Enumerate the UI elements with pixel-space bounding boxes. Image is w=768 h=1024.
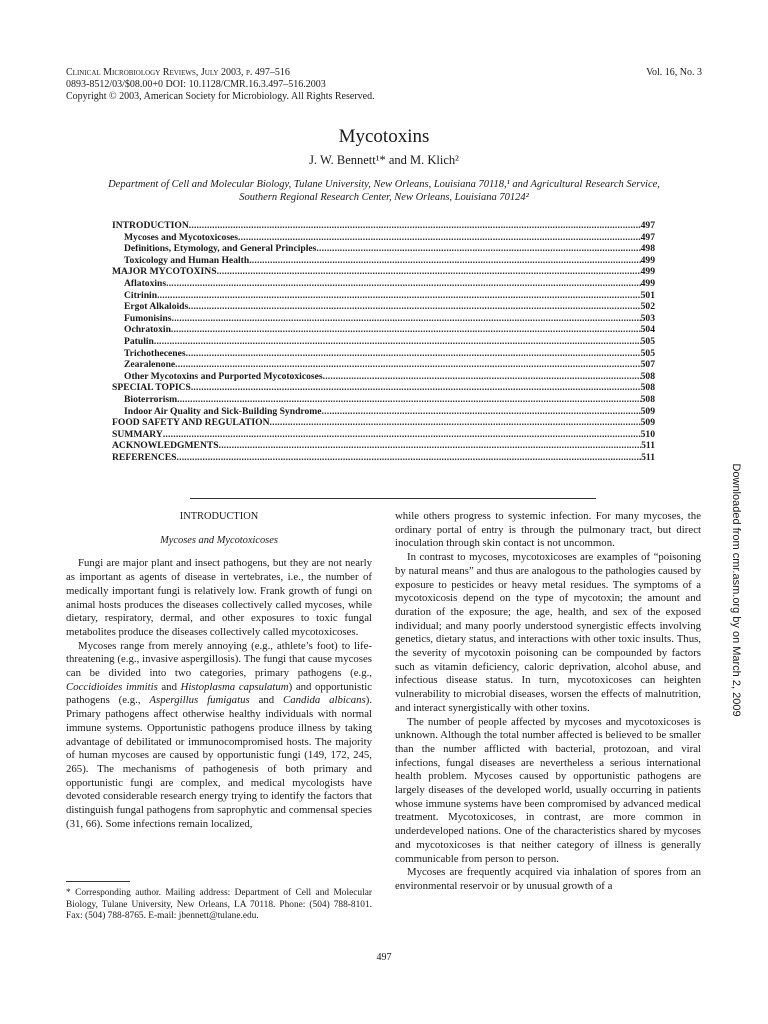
- toc-leader-dots: [186, 348, 641, 360]
- toc-entry-label: Citrinin: [124, 289, 158, 301]
- paragraph: Fungi are major plant and insect pathogens, but they are not nearly as important as agents of disease in vertebrates, i.e., the number of medically important fungi is relatively low. Frank growth of fungi on animal hosts produces the diseases collectively called mycoses, while dietary, respiratory, dermal, and other exposures to toxic fungal metabolites produce the diseases collectively called mycotoxicoses.: [66, 557, 372, 638]
- copyright-line: Copyright © 2003, American Society for Microbiology. All Rights Reserved.: [66, 91, 375, 102]
- toc-leader-dots: [238, 232, 641, 244]
- toc-entry-page: 508: [640, 382, 655, 394]
- toc-entry-label: Zearalenone: [124, 359, 176, 371]
- affiliation-line-2: Southern Regional Research Center, New Orleans, Louisiana 70124²: [239, 192, 529, 203]
- species-name: Histoplasma capsulatum: [180, 680, 289, 693]
- toc-entry-page: 505: [640, 335, 655, 347]
- toc-entry[interactable]: [112, 243, 655, 255]
- toc-entry[interactable]: [112, 348, 655, 360]
- section-heading-introduction: INTRODUCTION: [179, 511, 259, 522]
- toc-entry[interactable]: [112, 324, 655, 336]
- affiliation-line-1: Department of Cell and Molecular Biology, Tulane University, New Orleans, Louisiana 70118,¹ and Agricultural Research Service,: [108, 179, 660, 190]
- toc-entry-label: MAJOR MYCOTOXINS: [112, 266, 217, 278]
- toc-leader-dots: [270, 417, 641, 429]
- toc-entry-label: Ochratoxin: [124, 324, 171, 336]
- toc-leader-dots: [191, 382, 641, 394]
- toc-entry-page: 509: [640, 417, 655, 429]
- toc-entry-page: 510: [640, 428, 655, 440]
- footnote-rule: [66, 881, 130, 882]
- volume-issue: Vol. 16, No. 3: [646, 67, 702, 78]
- toc-entry-page: 511: [641, 440, 655, 452]
- toc-entry[interactable]: [112, 429, 655, 441]
- corresponding-author-footnote: * Corresponding author. Mailing address: Department of Cell and Molecular Biology, Tulane University, New Orleans, LA 70118. Phone: (504) 788-8101. Fax: (504) 788-8765. E-mail: jbennett@tulane.edu.: [66, 888, 372, 921]
- toc-entry-page: 509: [640, 405, 655, 417]
- running-header: [66, 67, 486, 103]
- paragraph: In contrast to mycoses, mycotoxicoses are examples of “poisoning by natural means” and thus are analogous to the pathologies caused by exposure to pesticides or heavy metal residues. The symptoms of a mycotoxicosis depend on the type of mycotoxin; the amount and duration of the exposure; the age, health, and sex of the exposed individual; and many poorly understood synergistic effects involving genetics, dietary status, and interactions with other toxic insults. Thus, the severity of mycotoxin poisoning can be compounded by factors such as vitamin deficiency, caloric deprivation, alcohol abuse, and infectious disease status. In turn, mycotoxicoses can heighten vulnerability to microbial diseases, worsen the effects of malnutrition, and interact synergistically with other toxins.: [395, 551, 701, 714]
- toc-leader-dots: [323, 371, 641, 383]
- toc-entry[interactable]: [112, 452, 655, 464]
- toc-leader-dots: [163, 429, 641, 441]
- toc-leader-dots: [316, 243, 640, 255]
- toc-leader-dots: [154, 336, 641, 348]
- body-column-right: [395, 510, 701, 894]
- toc-leader-dots: [322, 406, 641, 418]
- toc-entry-page: 511: [641, 451, 655, 463]
- table-of-contents: [112, 220, 655, 463]
- paragraph: while others progress to systemic infection. For many mycoses, the ordinary portal of entry is through the pulmonary tract, but direct inoculation through skin contact is not uncommon.: [395, 510, 701, 550]
- toc-entry-page: 508: [640, 370, 655, 382]
- toc-entry-page: 503: [640, 312, 655, 324]
- toc-entry-page: 499: [640, 254, 655, 266]
- toc-entry[interactable]: [112, 255, 655, 267]
- species-name: Coccidioides immitis: [66, 680, 158, 693]
- toc-entry[interactable]: [112, 278, 655, 290]
- toc-entry-page: 502: [640, 301, 655, 313]
- toc-leader-dots: [188, 301, 640, 313]
- toc-entry-page: 497: [640, 231, 655, 243]
- species-name: Candida albicans: [283, 694, 366, 707]
- toc-entry-page: 501: [640, 289, 655, 301]
- paragraph: Mycoses are frequently acquired via inhalation of spores from an environmental reservoir or by unusual growth of a: [395, 866, 701, 892]
- body-column-left: [66, 510, 372, 831]
- toc-entry[interactable]: [112, 313, 655, 325]
- toc-entry-label: SPECIAL TOPICS: [112, 382, 191, 394]
- toc-entry-label: Other Mycotoxins and Purported Mycotoxicoses: [124, 370, 323, 382]
- toc-entry-label: Fumonisins: [124, 312, 172, 324]
- toc-entry[interactable]: [112, 359, 655, 371]
- page-number: 497: [376, 952, 392, 963]
- toc-entry[interactable]: [112, 394, 655, 406]
- paragraph: The number of people affected by mycoses and mycotoxicoses is unknown. Although the total number affected is believed to be smaller than the number afflicted with bacterial, protozoan, and viral infections, fungal diseases are nevertheless a serious international health problem. Mycoses caused by opportunistic pathogens are largely diseases of the developed world, usually occurring in patients whose immune systems have been compromised by advanced medical treatment. Mycotoxicoses, in contrast, are more common in underdeveloped nations. One of the characteristics shared by mycoses and mycotoxicoses is that neither category of illness is generally communicable from person to person.: [395, 715, 701, 865]
- toc-entry-label: Trichothecenes: [124, 347, 186, 359]
- toc-entry[interactable]: [112, 220, 655, 232]
- toc-entry-label: Definitions, Etymology, and General Principles: [124, 243, 317, 255]
- toc-leader-dots: [157, 290, 641, 302]
- toc-entry[interactable]: [112, 371, 655, 383]
- affiliations: [60, 178, 708, 204]
- toc-entry-page: 499: [640, 277, 655, 289]
- toc-entry-label: SUMMARY: [112, 428, 163, 440]
- toc-entry-page: 507: [640, 359, 655, 371]
- toc-entry[interactable]: [112, 290, 655, 302]
- toc-entry[interactable]: [112, 417, 655, 429]
- toc-entry-page: 498: [640, 243, 655, 255]
- subsection-heading-mycoses: Mycoses and Mycotoxicoses: [160, 534, 278, 546]
- toc-entry-label: Indoor Air Quality and Sick-Building Syndrome: [124, 405, 322, 417]
- toc-leader-dots: [219, 440, 642, 452]
- toc-entry-label: ACKNOWLEDGMENTS: [112, 440, 219, 452]
- toc-entry-label: Mycoses and Mycotoxicoses: [124, 231, 239, 243]
- toc-entry-page: 505: [640, 347, 655, 359]
- toc-entry-page: 508: [640, 393, 655, 405]
- article-title: Mycotoxins: [338, 126, 430, 147]
- toc-leader-dots: [249, 255, 640, 267]
- toc-entry[interactable]: [112, 232, 655, 244]
- issn-doi-line: 0893-8512/03/$08.00+0 DOI: 10.1128/CMR.16.3.497–516.2003: [66, 79, 326, 90]
- toc-leader-dots: [171, 313, 640, 325]
- paragraph: Mycoses range from merely annoying (e.g., athlete’s foot) to life-threatening (e.g., invasive aspergillosis). The fungi that cause mycoses can be divided into two categories, primary pathogens (e.g., Coccidioides immitis and Histoplasma capsulatum) and opportunistic pathogens (e.g., Aspergillus fumigatus and Candida albicans). Primary pathogens affect otherwise healthy individuals with normal immune systems. Opportunistic pathogens produce illness by taking advantage of debilitated or immunocompromised hosts. The majority of human mycoses are caused by opportunistic fungi (149, 172, 245, 265). The mechanisms of pathogenesis of both primary and opportunistic fungi are complex, and medical mycologists have devoted considerable research energy trying to identify the factors that distinguish fungal pathogens from saprophytic and commensal species (31, 66). Some infections remain localized,: [66, 639, 373, 830]
- journal-citation: Clinical Microbiology Reviews, July 2003, p. 497–516: [66, 67, 290, 78]
- toc-entry[interactable]: [112, 406, 655, 418]
- toc-entry[interactable]: [112, 336, 655, 348]
- toc-leader-dots: [175, 359, 640, 371]
- toc-entry-label: REFERENCES: [112, 451, 177, 463]
- toc-leader-dots: [177, 452, 642, 464]
- toc-leader-dots: [177, 394, 641, 406]
- toc-leader-dots: [217, 266, 641, 278]
- toc-entry[interactable]: [112, 382, 655, 394]
- toc-leader-dots: [171, 324, 641, 336]
- toc-entry[interactable]: [112, 440, 655, 452]
- species-name: Aspergillus fumigatus: [149, 694, 250, 707]
- toc-entry[interactable]: [112, 266, 655, 278]
- toc-entry-label: Ergot Alkaloids: [124, 301, 189, 313]
- toc-entry-label: Toxicology and Human Health: [124, 254, 250, 266]
- toc-leader-dots: [189, 220, 641, 232]
- toc-entry-label: INTRODUCTION: [112, 220, 189, 231]
- toc-entry-label: Patulin: [124, 335, 154, 347]
- toc-entry[interactable]: [112, 301, 655, 313]
- download-watermark: Downloaded from cmr.asm.org by on March 2, 2009: [730, 463, 742, 717]
- toc-leader-dots: [166, 278, 641, 290]
- toc-entry-page: 504: [640, 324, 655, 336]
- section-divider: [190, 498, 596, 499]
- toc-entry-page: 497: [640, 220, 655, 231]
- toc-entry-label: Aflatoxins: [124, 277, 167, 289]
- toc-entry-label: Bioterrorism: [124, 393, 178, 405]
- toc-entry-label: FOOD SAFETY AND REGULATION: [112, 417, 270, 429]
- author-list: J. W. Bennett¹* and M. Klich²: [309, 153, 459, 167]
- toc-entry-page: 499: [640, 266, 655, 278]
